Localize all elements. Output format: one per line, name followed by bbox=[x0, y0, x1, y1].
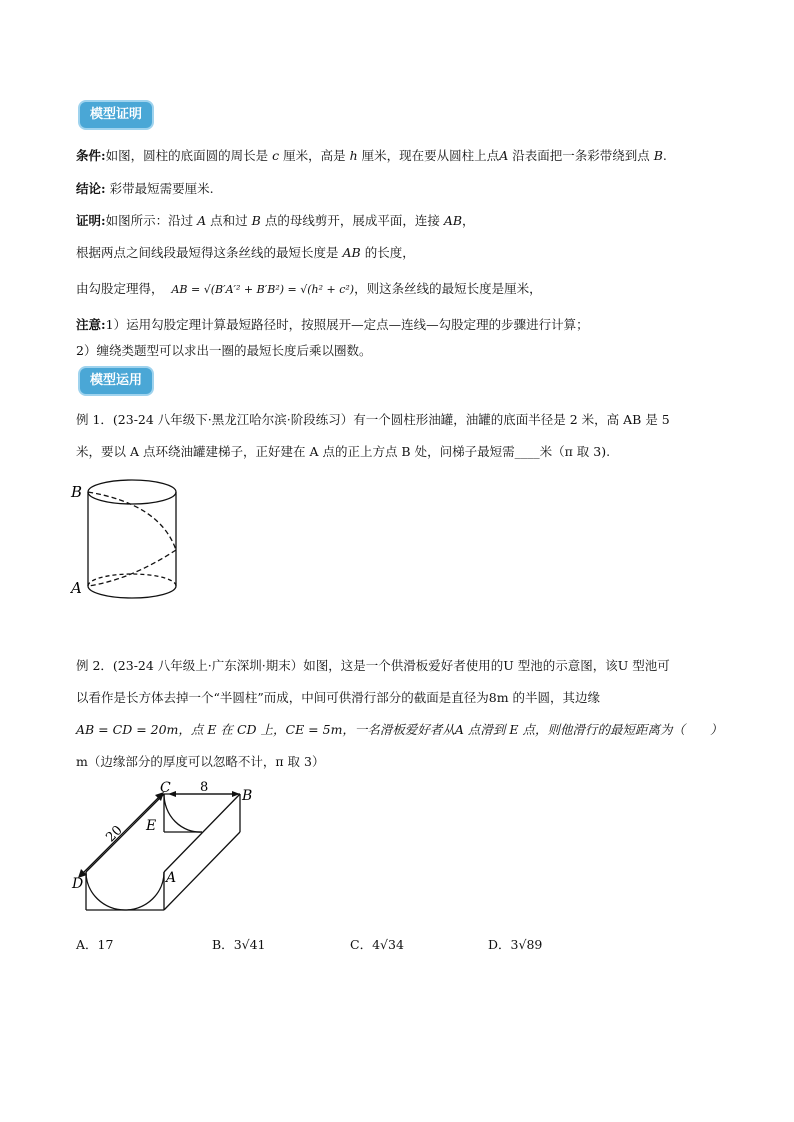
u-pool-figure bbox=[68, 780, 268, 920]
fig2-label-E: E bbox=[146, 818, 157, 834]
var-AB: AB bbox=[443, 213, 463, 228]
condition-label: 条件: bbox=[76, 148, 106, 163]
fig2-label-8: 8 bbox=[200, 780, 209, 795]
note-text: 1）运用勾股定理计算最短路径时，按照展开—定点—连线—勾股定理的步骤进行计算； bbox=[105, 317, 589, 332]
option-b-label: B． bbox=[212, 937, 234, 952]
note-line-1 bbox=[76, 315, 589, 333]
option-a-label: A． bbox=[76, 937, 98, 952]
note-line-2 bbox=[76, 341, 371, 359]
pythagorean-formula: AB = √(B′A′² + B′B²) = √(h² + c²) bbox=[171, 283, 355, 296]
condition-text: 厘米，高是 bbox=[283, 148, 346, 163]
example-2-line-2: 以看作是长方体去掉一个“半圆柱”而成，中间可供滑行部分的截面是直径为8m 的半圆，其边缘 bbox=[76, 690, 601, 705]
fig1-label-A: A bbox=[71, 579, 82, 597]
section-badge-model-application: 模型运用 bbox=[80, 368, 152, 394]
option-a[interactable] bbox=[76, 935, 113, 953]
fig2-label-20: 20 bbox=[103, 823, 126, 846]
option-b[interactable] bbox=[212, 935, 266, 953]
var-A: A bbox=[499, 148, 509, 163]
var-c: c bbox=[272, 148, 280, 163]
proof-text: 根据两点之间线段最短得这条丝线的最短长度是 bbox=[76, 245, 339, 260]
proof-line bbox=[76, 211, 475, 229]
fig1-label-B: B bbox=[71, 483, 83, 501]
proof-text: 由勾股定理得， bbox=[76, 281, 164, 296]
option-a-value: 17 bbox=[97, 937, 114, 952]
proof-line-2 bbox=[76, 243, 415, 261]
option-d-value: 3√89 bbox=[510, 937, 543, 952]
proof-text: 点的母线剪开，展成平面，连接 bbox=[264, 213, 440, 228]
condition-text: 如图，圆柱的底面圆的周长是 bbox=[105, 148, 269, 163]
proof-text: 的长度， bbox=[364, 245, 415, 260]
option-d-label: D． bbox=[488, 937, 511, 952]
fig2-label-B: B bbox=[242, 788, 253, 804]
example-2-line-3: AB = CD = 20m，点 E 在 CD 上，CE = 5m，一名滑板爱好者从A 点滑到 E 点，则他滑行的最短距离为（ ） bbox=[76, 722, 723, 737]
proof-text: ，则这条丝线的最短长度是厘米， bbox=[354, 281, 542, 296]
option-d[interactable] bbox=[488, 935, 542, 953]
fig2-label-A: A bbox=[166, 870, 177, 886]
condition-line bbox=[76, 146, 667, 164]
condition-text: 沿表面把一条彩带绕到点 bbox=[512, 148, 650, 163]
proof-text: 如图所示：沿过 bbox=[105, 213, 194, 228]
var-AB: AB bbox=[342, 245, 361, 260]
var-B: B bbox=[251, 213, 261, 228]
example-2-line-4: m（边缘部分的厚度可以忽略不计，π 取 3） bbox=[76, 754, 325, 769]
example-2-line-1: 例 2．(23-24 八年级上·广东深圳·期末）如图，这是一个供滑板爱好者使用的U 型池的示意图，该U 型池可 bbox=[76, 658, 670, 673]
option-c-value: 4√34 bbox=[372, 937, 404, 952]
option-c[interactable] bbox=[350, 935, 404, 953]
condition-text: . bbox=[662, 148, 667, 163]
proof-text: 点和过 bbox=[210, 213, 248, 228]
fig2-label-D: D bbox=[72, 876, 84, 892]
conclusion-label: 结论: bbox=[76, 181, 106, 196]
var-A: A bbox=[197, 213, 207, 228]
option-b-value: 3√41 bbox=[233, 937, 266, 952]
fig2-label-C: C bbox=[160, 780, 171, 796]
proof-text: ， bbox=[462, 213, 475, 228]
note-label: 注意: bbox=[76, 317, 106, 332]
proof-label: 证明: bbox=[76, 213, 106, 228]
note-text: 2）缠绕类题型可以求出一圈的最短长度后乘以圈数。 bbox=[76, 343, 372, 358]
example-1-line-2: 米，要以 A 点环绕油罐建梯子，正好建在 A 点的正上方点 B 处，问梯子最短需____米（π 取 3). bbox=[76, 444, 611, 459]
section-badge-model-proof: 模型证明 bbox=[80, 102, 152, 128]
condition-text: 厘米，现在要从圆柱上点 bbox=[361, 148, 500, 163]
conclusion-line bbox=[76, 179, 214, 197]
cylinder-figure bbox=[70, 472, 190, 612]
example-1-line-1: 例 1．(23-24 八年级下·黑龙江哈尔滨·阶段练习）有一个圆柱形油罐，油罐的底面半径是 2 米，高 AB 是 5 bbox=[76, 412, 670, 427]
conclusion-text: 彩带最短需要厘米. bbox=[109, 181, 214, 196]
var-h: h bbox=[349, 148, 358, 163]
proof-line-3 bbox=[76, 279, 542, 297]
option-c-label: C． bbox=[350, 937, 373, 952]
var-B: B bbox=[653, 148, 663, 163]
